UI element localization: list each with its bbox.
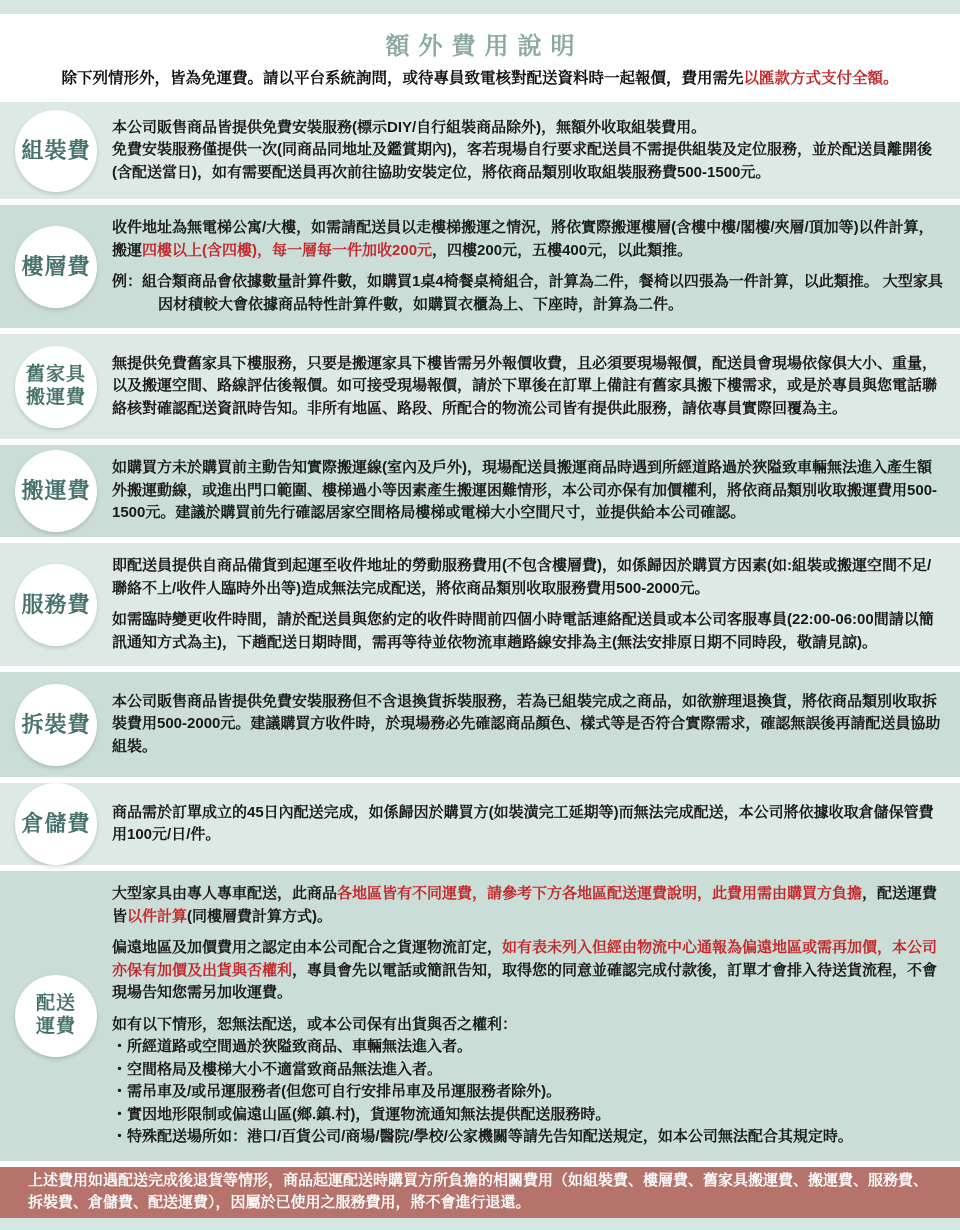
fee-section-assembly-fee [0, 102, 960, 199]
badge-label-line: 倉儲費 [21, 811, 91, 837]
fee-section-storage-fee [0, 783, 960, 865]
delivery-shipping-fee-badge [15, 975, 97, 1057]
highlight-text: 四樓以上(含四樓)，每一層每一件加收200元 [142, 241, 433, 259]
text-run: ・特殊配送場所如：港口/百貨公司/商場/醫院/學校/公家機關等請先告知配送規定，如本公司無法配合其規定時。 [112, 1128, 853, 1145]
text-run: 免費安裝服務僅提供一次(同商品同地址及鑑賞期內)，客若現場自行要求配送員不需提供組裝及定位服務，並於配送員離開後(含配送當日)，如有需要配送員再次前往協助安裝定位，將依商品類別收取組裝服務費500-1500元。 [112, 141, 932, 181]
fee-section-body [112, 790, 960, 859]
fee-bullet-item [112, 1126, 946, 1149]
badge-label-line: 配送 [35, 993, 76, 1015]
text-run: 例：組合類商品會依據數量計算件數，如購買1桌4椅餐桌椅組合，計算為二件，餐椅以四張為一件計算，以此類推。 大型家具因材積較大會依據商品特性計算件數，如購買衣櫃為上、下座時，計算為二件。 [112, 273, 943, 313]
text-run: 大型家具由專人專車配送，此商品 [112, 885, 338, 902]
fee-section-body [112, 205, 960, 328]
highlight-text: 以件計算 [127, 907, 188, 925]
badge-label-line: 搬運費 [25, 386, 86, 408]
fee-paragraph [112, 1014, 946, 1037]
text-run: ，配送運費皆 [112, 885, 938, 925]
badge-label-line: 舊家具 [25, 364, 86, 386]
fee-section-service-fee [0, 543, 960, 666]
badge-column [0, 783, 112, 865]
fee-paragraph [112, 609, 946, 654]
fee-section-old-furniture-moving-fee [0, 334, 960, 439]
fee-paragraph [112, 691, 946, 759]
badge-label-line: 搬運費 [21, 478, 91, 504]
fee-bullet-item [112, 1059, 946, 1082]
text-run: 偏遠地區及加價費用之認定由本公司配合之貨運物流訂定， [112, 939, 503, 956]
text-run: 如購買方未於購買前主動告知實際搬運線(室內及戶外)，現場配送員搬運商品時遇到所經道路過於狹隘致車輛無法進入產生額外搬運動線，或進出門口範圍、樓梯過小等因素產生搬運困難情形，本公司亦保有加價權利，將依商品類別收取搬運費用500-1500元。建議於購買前先行確認居家空間格局樓梯或電梯大小空間尺寸，並提供給本公司確認。 [112, 459, 938, 522]
fee-paragraph [112, 883, 946, 928]
text-run: (同樓層費計算方式)。 [187, 907, 333, 925]
badge-label-line: 拆裝費 [21, 711, 91, 737]
fee-section-body [112, 105, 960, 197]
bottom-strip [0, 1218, 960, 1230]
text-run: 如有以下情形，恕無法配送，或本公司保有出貨與否之權利： [112, 1015, 518, 1033]
badge-column [0, 564, 112, 646]
fee-paragraph [112, 353, 946, 421]
fee-section-body [112, 445, 960, 537]
fee-section-body [112, 679, 960, 771]
text-run: 本公司販售商品皆提供免費安裝服務(標示DIY/自行組裝商品除外)，無額外收取組裝費用。 [112, 118, 707, 136]
text-run: 收件地址為無電梯公寓/大樓，如需請配送員以走樓梯搬運之情況，將依實際搬運樓層(含樓中樓/閣樓/夾層/頂加等)以件計算，搬運 [112, 219, 934, 259]
old-furniture-moving-fee-badge [15, 346, 97, 428]
fee-section-body [112, 871, 960, 1161]
fee-section-disassembly-fee [0, 672, 960, 777]
badge-column [0, 450, 112, 532]
fee-paragraph [112, 555, 946, 600]
assembly-fee-badge [15, 110, 97, 192]
highlight-text: 以匯款方式支付全額。 [743, 70, 899, 87]
badge-column [0, 346, 112, 428]
fee-paragraph [112, 937, 946, 1005]
fee-section-floor-fee [0, 205, 960, 328]
badge-column [0, 975, 112, 1057]
badge-label-line: 組裝費 [21, 137, 91, 163]
page-title: 額外費用說明 [385, 33, 584, 60]
fee-section-body [112, 341, 960, 433]
page-header [0, 14, 960, 102]
text-run: ・實因地形限制或偏遠山區(鄉.鎮.村)，貨運物流通知無法提供配送服務時。 [112, 1105, 611, 1123]
text-run: 本公司販售商品皆提供免費安裝服務但不含退換貨拆裝服務，若為已組裝完成之商品，如欲辦理退換貨，將依商品類別收取拆裝費用500-2000元。建議購買方收件時，於現場務必先確認商品顏色、樣式等是否符合實際需求，確認無誤後再請配送員協助組裝。 [112, 692, 941, 755]
floor-fee-badge [15, 226, 97, 308]
highlight-text: 各地區皆有不同運費，請參考下方各地區配送運費說明，此費用需由購買方負擔 [337, 885, 863, 902]
fee-paragraph [112, 139, 946, 184]
storage-fee-badge [15, 783, 97, 865]
disassembly-fee-badge [15, 684, 97, 766]
text-run: 除下列情形外，皆為免運費。請以平台系統詢問，或待專員致電核對配送資料時一起報價，費用需先 [61, 70, 744, 87]
fee-paragraph [112, 457, 946, 525]
refund-notice [0, 1167, 960, 1218]
page-subtitle [10, 68, 950, 89]
text-run: ・需吊車及/或吊運服務者(但您可自行安排吊車及吊運服務者除外)。 [112, 1083, 562, 1100]
text-run: 商品需於訂單成立的45日內配送完成，如係歸因於購買方(如裝潢完工延期等)而無法完成配送，本公司將依據收取倉儲保管費用100元/日/件。 [112, 803, 934, 843]
text-run: 無提供免費舊家具下樓服務，只要是搬運家具下樓皆需另外報價收費，且必須要現場報價，配送員會現場依傢俱大小、重量，以及搬運空間、路線評估後報價。如可接受現場報價，請於下單後在訂單上備註有舊家具搬下樓需求，或是於專員與您電話聯絡核對確認配送資訊時告知。非所有地區、路段、所配合的物流公司皆有提供此服務，請依專員實際回覆為主。 [112, 354, 938, 417]
badge-column [0, 684, 112, 766]
text-run: 即配送員提供自商品備貨到起運至收件地址的勞動服務費用(不包含樓層費)，如係歸因於購買方因素(如:組裝或搬運空間不足/聯絡不上/收件人臨時外出等)造成無法完成配送，將依商品類別收取服務費用500-2000元。 [112, 557, 932, 597]
fee-paragraph [112, 802, 946, 847]
text-run: 如需臨時變更收件時間，請於配送員與您約定的收件時間前四個小時電話連絡配送員或本公司客服專員(22:00-06:00間請以簡訊通知方式為主)，下趟配送日期時間，需再等待並依物流車趟路線安排為主(無法安排原日期不同時段，敬請見諒)。 [112, 611, 934, 651]
moving-fee-badge [15, 450, 97, 532]
fee-bullet-item [112, 1081, 946, 1104]
badge-label-line: 運費 [35, 1015, 76, 1037]
fee-section-body [112, 543, 960, 666]
text-run: ・空間格局及樓梯大小不適當致商品無法進入者。 [112, 1060, 443, 1078]
fee-bullet-item [112, 1104, 946, 1127]
badge-column [0, 226, 112, 308]
text-run: ，專員會先以電話或簡訊告知，取得您的同意並確認完成付款後，訂單才會排入待送貨流程，不會現場告知您需另加收運費。 [112, 961, 938, 1001]
refund-notice-text: 上述費用如遇配送完成後退貨等情形，商品起運配送時購買方所負擔的相關費用（如組裝費、樓層費、舊家具搬運費、搬運費、服務費、拆裝費、倉儲費、配送運費），因屬於已使用之服務費用，將不會進行退還。 [28, 1171, 929, 1211]
badge-label-line: 樓層費 [21, 253, 91, 279]
fee-paragraph [112, 271, 946, 316]
highlight-text: 如有表未列入但經由物流中心通報為偏遠地區或需再加價，本公司亦保有加價及出貨與否權利 [112, 939, 938, 979]
text-run: ，四樓200元，五樓400元，以此類推。 [432, 241, 693, 259]
fee-sections [0, 102, 960, 1161]
fee-paragraph [112, 217, 946, 262]
fee-paragraph [112, 117, 946, 140]
fee-section-moving-fee [0, 445, 960, 537]
fee-bullet-item [112, 1036, 946, 1059]
badge-column [0, 110, 112, 192]
top-strip [0, 0, 960, 14]
fee-section-delivery-shipping-fee [0, 871, 960, 1161]
service-fee-badge [15, 564, 97, 646]
text-run: ・所經道路或空間過於狹隘致商品、車輛無法進入者。 [112, 1038, 473, 1055]
badge-label-line: 服務費 [21, 591, 91, 617]
